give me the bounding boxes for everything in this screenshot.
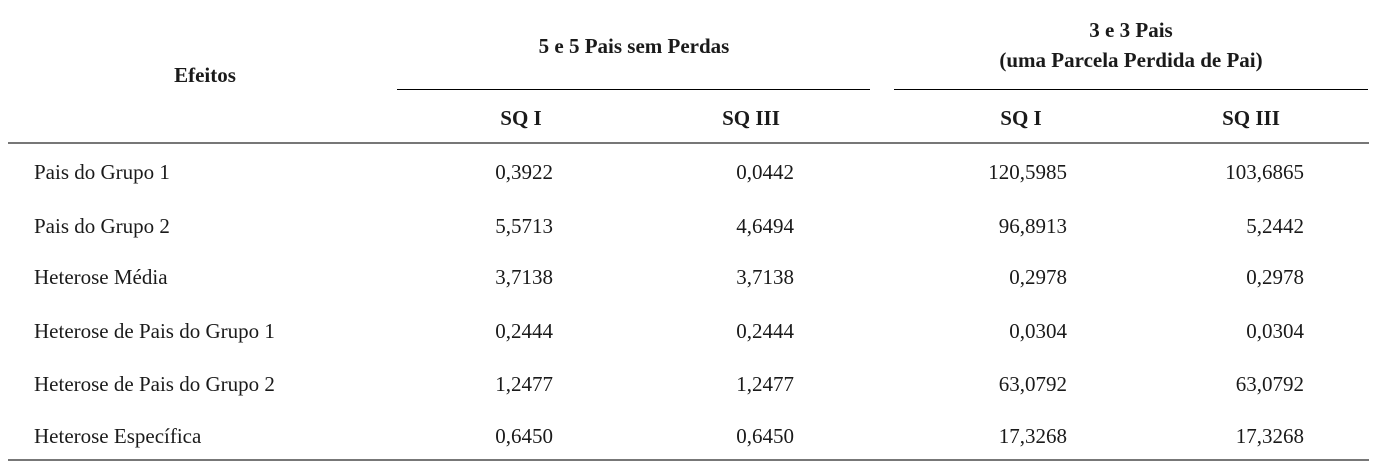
row-2-a-sq3: 4,6494 (736, 214, 794, 238)
header-effects: Efeitos (174, 63, 236, 87)
header-sq1-b: SQ I (1000, 106, 1042, 130)
row-3-b-sq3: 0,2978 (1246, 265, 1304, 289)
row-6-a-sq1: 0,6450 (495, 424, 553, 448)
group-a-rule (397, 89, 870, 90)
row-4-b-sq1: 0,0304 (1009, 319, 1067, 343)
row-6-a-sq3: 0,6450 (736, 424, 794, 448)
row-2-a-sq1: 5,5713 (495, 214, 553, 238)
row-1-b-sq1: 120,5985 (988, 160, 1067, 184)
table-bottom-rule (8, 459, 1369, 461)
row-4-effect: Heterose de Pais do Grupo 1 (34, 319, 275, 343)
row-5-effect: Heterose de Pais do Grupo 2 (34, 372, 275, 396)
header-bottom-rule (8, 142, 1369, 144)
row-3-a-sq1: 3,7138 (495, 265, 553, 289)
row-1-a-sq1: 0,3922 (495, 160, 553, 184)
row-5-a-sq3: 1,2477 (736, 372, 794, 396)
row-5-b-sq3: 63,0792 (1235, 372, 1304, 396)
header-group-lost-plot-line2: (uma Parcela Perdida de Pai) (999, 48, 1263, 72)
row-1-b-sq3: 103,6865 (1225, 160, 1304, 184)
row-5-a-sq1: 1,2477 (495, 372, 553, 396)
row-6-b-sq3: 17,3268 (1235, 424, 1304, 448)
row-6-b-sq1: 17,3268 (998, 424, 1067, 448)
group-b-rule (894, 89, 1368, 90)
row-3-b-sq1: 0,2978 (1009, 265, 1067, 289)
row-4-a-sq1: 0,2444 (495, 319, 553, 343)
row-3-a-sq3: 3,7138 (736, 265, 794, 289)
row-3-effect: Heterose Média (34, 265, 168, 289)
header-group-no-losses: 5 e 5 Pais sem Perdas (538, 34, 730, 58)
header-sq3-a: SQ III (722, 106, 780, 130)
row-4-a-sq3: 0,2444 (736, 319, 794, 343)
row-6-effect: Heterose Específica (34, 424, 202, 448)
header-sq3-b: SQ III (1222, 106, 1280, 130)
row-1-a-sq3: 0,0442 (736, 160, 794, 184)
header-sq1-a: SQ I (500, 106, 542, 130)
row-5-b-sq1: 63,0792 (998, 372, 1067, 396)
row-2-b-sq3: 5,2442 (1246, 214, 1304, 238)
header-group-lost-plot-line1: 3 e 3 Pais (1089, 18, 1173, 42)
row-4-b-sq3: 0,0304 (1246, 319, 1304, 343)
row-2-b-sq1: 96,8913 (998, 214, 1067, 238)
row-1-effect: Pais do Grupo 1 (34, 160, 170, 184)
row-2-effect: Pais do Grupo 2 (34, 214, 170, 238)
